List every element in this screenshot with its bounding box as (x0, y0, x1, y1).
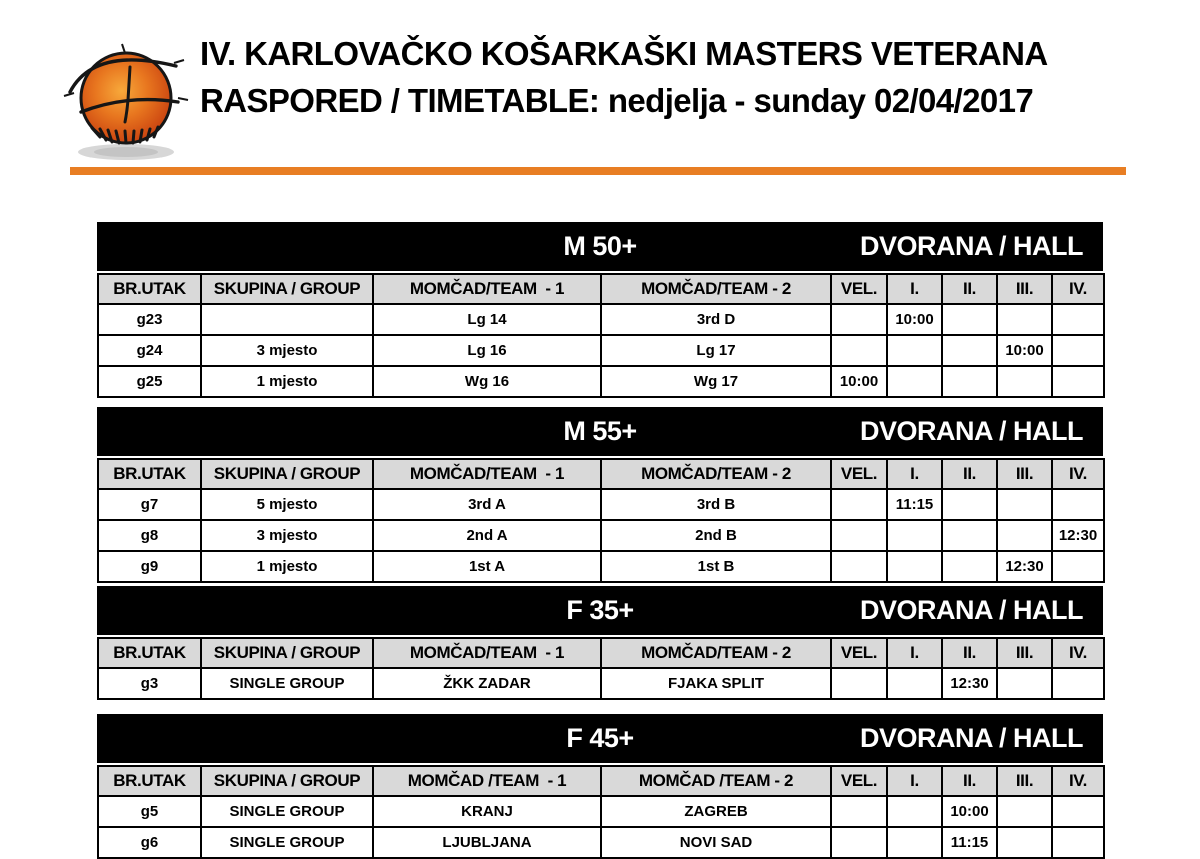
category-section (97, 407, 1103, 583)
time-cell: 12:30 (997, 551, 1052, 582)
column-header: IV. (1052, 274, 1104, 304)
cell (997, 489, 1052, 520)
time-cell: 10:00 (997, 335, 1052, 366)
cell: 1st B (601, 551, 831, 582)
cell (997, 520, 1052, 551)
cell (887, 335, 942, 366)
cell: FJAKA SPLIT (601, 668, 831, 699)
cell: Wg 17 (601, 366, 831, 397)
cell (831, 551, 887, 582)
column-header: VEL. (831, 459, 887, 489)
cell (1052, 489, 1104, 520)
cell (997, 668, 1052, 699)
column-header: II. (942, 274, 997, 304)
cell: Wg 16 (373, 366, 601, 397)
cell: g6 (98, 827, 201, 858)
cell: g23 (98, 304, 201, 335)
cell (831, 796, 887, 827)
column-header: II. (942, 766, 997, 796)
schedule-table (97, 765, 1105, 859)
cell (1052, 796, 1104, 827)
column-header: SKUPINA / GROUP (201, 459, 373, 489)
category-section (97, 586, 1103, 700)
cell (997, 304, 1052, 335)
column-header: II. (942, 459, 997, 489)
cell (942, 489, 997, 520)
cell: 1st A (373, 551, 601, 582)
cell (942, 551, 997, 582)
tournament-title: IV. KARLOVAČKO KOŠARKAŠKI MASTERS VETERANA (200, 35, 1048, 72)
cell: 3rd B (601, 489, 831, 520)
table-row (98, 366, 1104, 397)
cell: g5 (98, 796, 201, 827)
cell: LJUBLJANA (373, 827, 601, 858)
cell: g3 (98, 668, 201, 699)
category-title: F 35+ (566, 594, 634, 625)
category-title: F 45+ (566, 722, 634, 753)
column-header: MOMČAD/TEAM - 2 (601, 274, 831, 304)
cell (997, 796, 1052, 827)
cell: SINGLE GROUP (201, 827, 373, 858)
cell: SINGLE GROUP (201, 668, 373, 699)
tables-container (97, 222, 1103, 859)
column-header-row (98, 766, 1104, 796)
cell: ŽKK ZADAR (373, 668, 601, 699)
orange-divider (70, 167, 1126, 175)
cell: ZAGREB (601, 796, 831, 827)
column-header: I. (887, 638, 942, 668)
table-row (98, 520, 1104, 551)
cell (831, 304, 887, 335)
hall-label: DVORANA / HALL (860, 594, 1083, 625)
column-header: MOMČAD/TEAM - 2 (601, 459, 831, 489)
cell: NOVI SAD (601, 827, 831, 858)
hall-label: DVORANA / HALL (860, 415, 1083, 446)
cell (887, 366, 942, 397)
cell (1052, 366, 1104, 397)
category-band (97, 586, 1103, 635)
column-header: MOMČAD/TEAM - 1 (373, 274, 601, 304)
cell: 3 mjesto (201, 520, 373, 551)
column-header-row (98, 274, 1104, 304)
cell (831, 335, 887, 366)
basketball-logo-svg (56, 36, 194, 166)
cell (201, 304, 373, 335)
time-cell: 11:15 (942, 827, 997, 858)
cell: Lg 14 (373, 304, 601, 335)
column-header: IV. (1052, 766, 1104, 796)
page-header (200, 30, 1048, 124)
column-header: I. (887, 766, 942, 796)
category-section (97, 714, 1103, 859)
table-row (98, 335, 1104, 366)
column-header: MOMČAD/TEAM - 2 (601, 638, 831, 668)
time-cell: 10:00 (942, 796, 997, 827)
category-band (97, 407, 1103, 456)
time-cell: 12:30 (942, 668, 997, 699)
column-header: III. (997, 638, 1052, 668)
column-header: II. (942, 638, 997, 668)
cell: g7 (98, 489, 201, 520)
column-header: VEL. (831, 766, 887, 796)
cell: 3rd A (373, 489, 601, 520)
cell: SINGLE GROUP (201, 796, 373, 827)
schedule-subtitle: RASPORED / TIMETABLE: nedjelja - sunday 02/04/2017 (200, 82, 1034, 119)
cell: 2nd A (373, 520, 601, 551)
time-cell: 10:00 (831, 366, 887, 397)
schedule-table (97, 637, 1105, 700)
column-header: III. (997, 274, 1052, 304)
column-header-row (98, 638, 1104, 668)
cell (887, 827, 942, 858)
column-header: IV. (1052, 638, 1104, 668)
time-cell: 11:15 (887, 489, 942, 520)
time-cell: 12:30 (1052, 520, 1104, 551)
cell (831, 520, 887, 551)
column-header: BR.UTAK (98, 459, 201, 489)
cell: 5 mjesto (201, 489, 373, 520)
column-header: SKUPINA / GROUP (201, 274, 373, 304)
cell (1052, 304, 1104, 335)
column-header: SKUPINA / GROUP (201, 766, 373, 796)
cell: 1 mjesto (201, 366, 373, 397)
schedule-table (97, 458, 1105, 583)
cell (942, 304, 997, 335)
cell: Lg 17 (601, 335, 831, 366)
cell (831, 489, 887, 520)
cell (831, 668, 887, 699)
cell: 2nd B (601, 520, 831, 551)
cell: Lg 16 (373, 335, 601, 366)
column-header: VEL. (831, 274, 887, 304)
cell (997, 366, 1052, 397)
cell (942, 366, 997, 397)
category-section (97, 222, 1103, 398)
column-header: MOMČAD /TEAM - 2 (601, 766, 831, 796)
hall-label: DVORANA / HALL (860, 722, 1083, 753)
column-header: I. (887, 459, 942, 489)
cell: KRANJ (373, 796, 601, 827)
cell (887, 668, 942, 699)
column-header: I. (887, 274, 942, 304)
table-row (98, 668, 1104, 699)
cell (887, 520, 942, 551)
cell: g24 (98, 335, 201, 366)
column-header: VEL. (831, 638, 887, 668)
column-header-row (98, 459, 1104, 489)
table-row (98, 304, 1104, 335)
schedule-table (97, 273, 1105, 398)
column-header: BR.UTAK (98, 766, 201, 796)
cell (1052, 335, 1104, 366)
column-header: IV. (1052, 459, 1104, 489)
cell (1052, 827, 1104, 858)
hall-label: DVORANA / HALL (860, 230, 1083, 261)
cell (942, 335, 997, 366)
cell (831, 827, 887, 858)
category-title: M 50+ (563, 230, 637, 261)
cell (1052, 551, 1104, 582)
column-header: BR.UTAK (98, 638, 201, 668)
table-row (98, 827, 1104, 858)
category-band (97, 714, 1103, 763)
cell: g9 (98, 551, 201, 582)
basketball-icon (56, 36, 194, 166)
cell: 3 mjesto (201, 335, 373, 366)
table-row (98, 551, 1104, 582)
cell (997, 827, 1052, 858)
column-header: MOMČAD/TEAM - 1 (373, 459, 601, 489)
cell: 3rd D (601, 304, 831, 335)
column-header: III. (997, 459, 1052, 489)
table-row (98, 796, 1104, 827)
cell (942, 520, 997, 551)
category-title: M 55+ (563, 415, 637, 446)
cell (887, 796, 942, 827)
table-row (98, 489, 1104, 520)
cell: g8 (98, 520, 201, 551)
column-header: SKUPINA / GROUP (201, 638, 373, 668)
cell (1052, 668, 1104, 699)
cell: g25 (98, 366, 201, 397)
cell (887, 551, 942, 582)
column-header: MOMČAD /TEAM - 1 (373, 766, 601, 796)
cell: 1 mjesto (201, 551, 373, 582)
category-band (97, 222, 1103, 271)
column-header: BR.UTAK (98, 274, 201, 304)
column-header: MOMČAD/TEAM - 1 (373, 638, 601, 668)
column-header: III. (997, 766, 1052, 796)
time-cell: 10:00 (887, 304, 942, 335)
